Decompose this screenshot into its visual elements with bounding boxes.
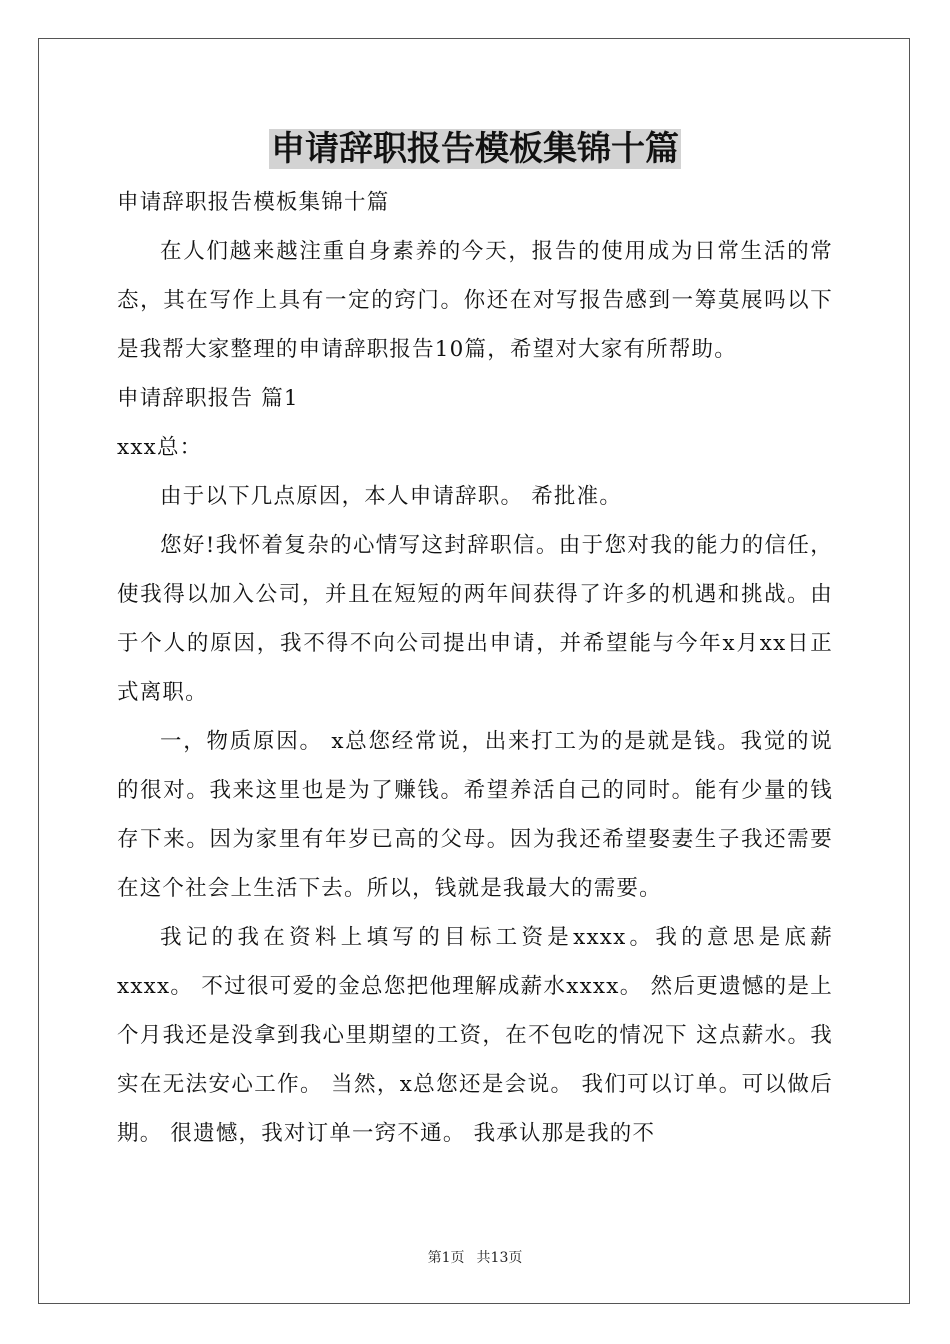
paragraph-intro: 在人们越来越注重自身素养的今天，报告的使用成为日常生活的常态，其在写作上具有一定的窍门。你还在对写报告感到一筹莫展吗以下是我帮大家整理的申请辞职报告10篇，希望对大家有所帮助。 <box>117 239 833 362</box>
page-footer <box>0 1248 950 1268</box>
page-total: 共13页 <box>476 1250 523 1266</box>
section-heading: 申请辞职报告 篇1 <box>117 386 299 411</box>
paragraph-request: 由于以下几点原因，本人申请辞职。 希批准。 <box>160 484 623 509</box>
page-number: 第1页 <box>427 1250 465 1266</box>
salutation: xxx总： <box>117 435 203 460</box>
paragraph-reason-one: 一，物质原因。 x总您经常说，出来打工为的是就是钱。我觉的说的很对。我来这里也是为了赚钱。希望养活自己的同时。能有少量的钱存下来。因为家里有年岁已高的父母。因为我还希望娶妻生子我还需要在这个社会上生活下去。所以，钱就是我最大的需要。 <box>117 729 833 901</box>
paragraph-subtitle: 申请辞职报告模板集锦十篇 <box>117 190 390 215</box>
paragraph-salary: 我记的我在资料上填写的目标工资是xxxx。我的意思是底薪xxxx。 不过很可爱的金总您把他理解成薪水xxxx。 然后更遗憾的是上个月我还是没拿到我心里期望的工资，在不包吃的情况下 这点薪水。我实在无法安心工作。 当然，x总您还是会说。 我们可以订单。可以做后期。 很遗憾，我对订单一窍不通。 我承认那是我的不 <box>117 925 833 1146</box>
document-body <box>117 178 833 1158</box>
paragraph-greeting: 您好!我怀着复杂的心情写这封辞职信。由于您对我的能力的信任，使我得以加入公司，并且在短短的两年间获得了许多的机遇和挑战。由于个人的原因，我不得不向公司提出申请，并希望能与今年x月xx日正式离职。 <box>117 533 833 705</box>
document-title-text: 申请辞职报告模板集锦十篇 <box>271 129 679 169</box>
document-title <box>0 126 950 172</box>
